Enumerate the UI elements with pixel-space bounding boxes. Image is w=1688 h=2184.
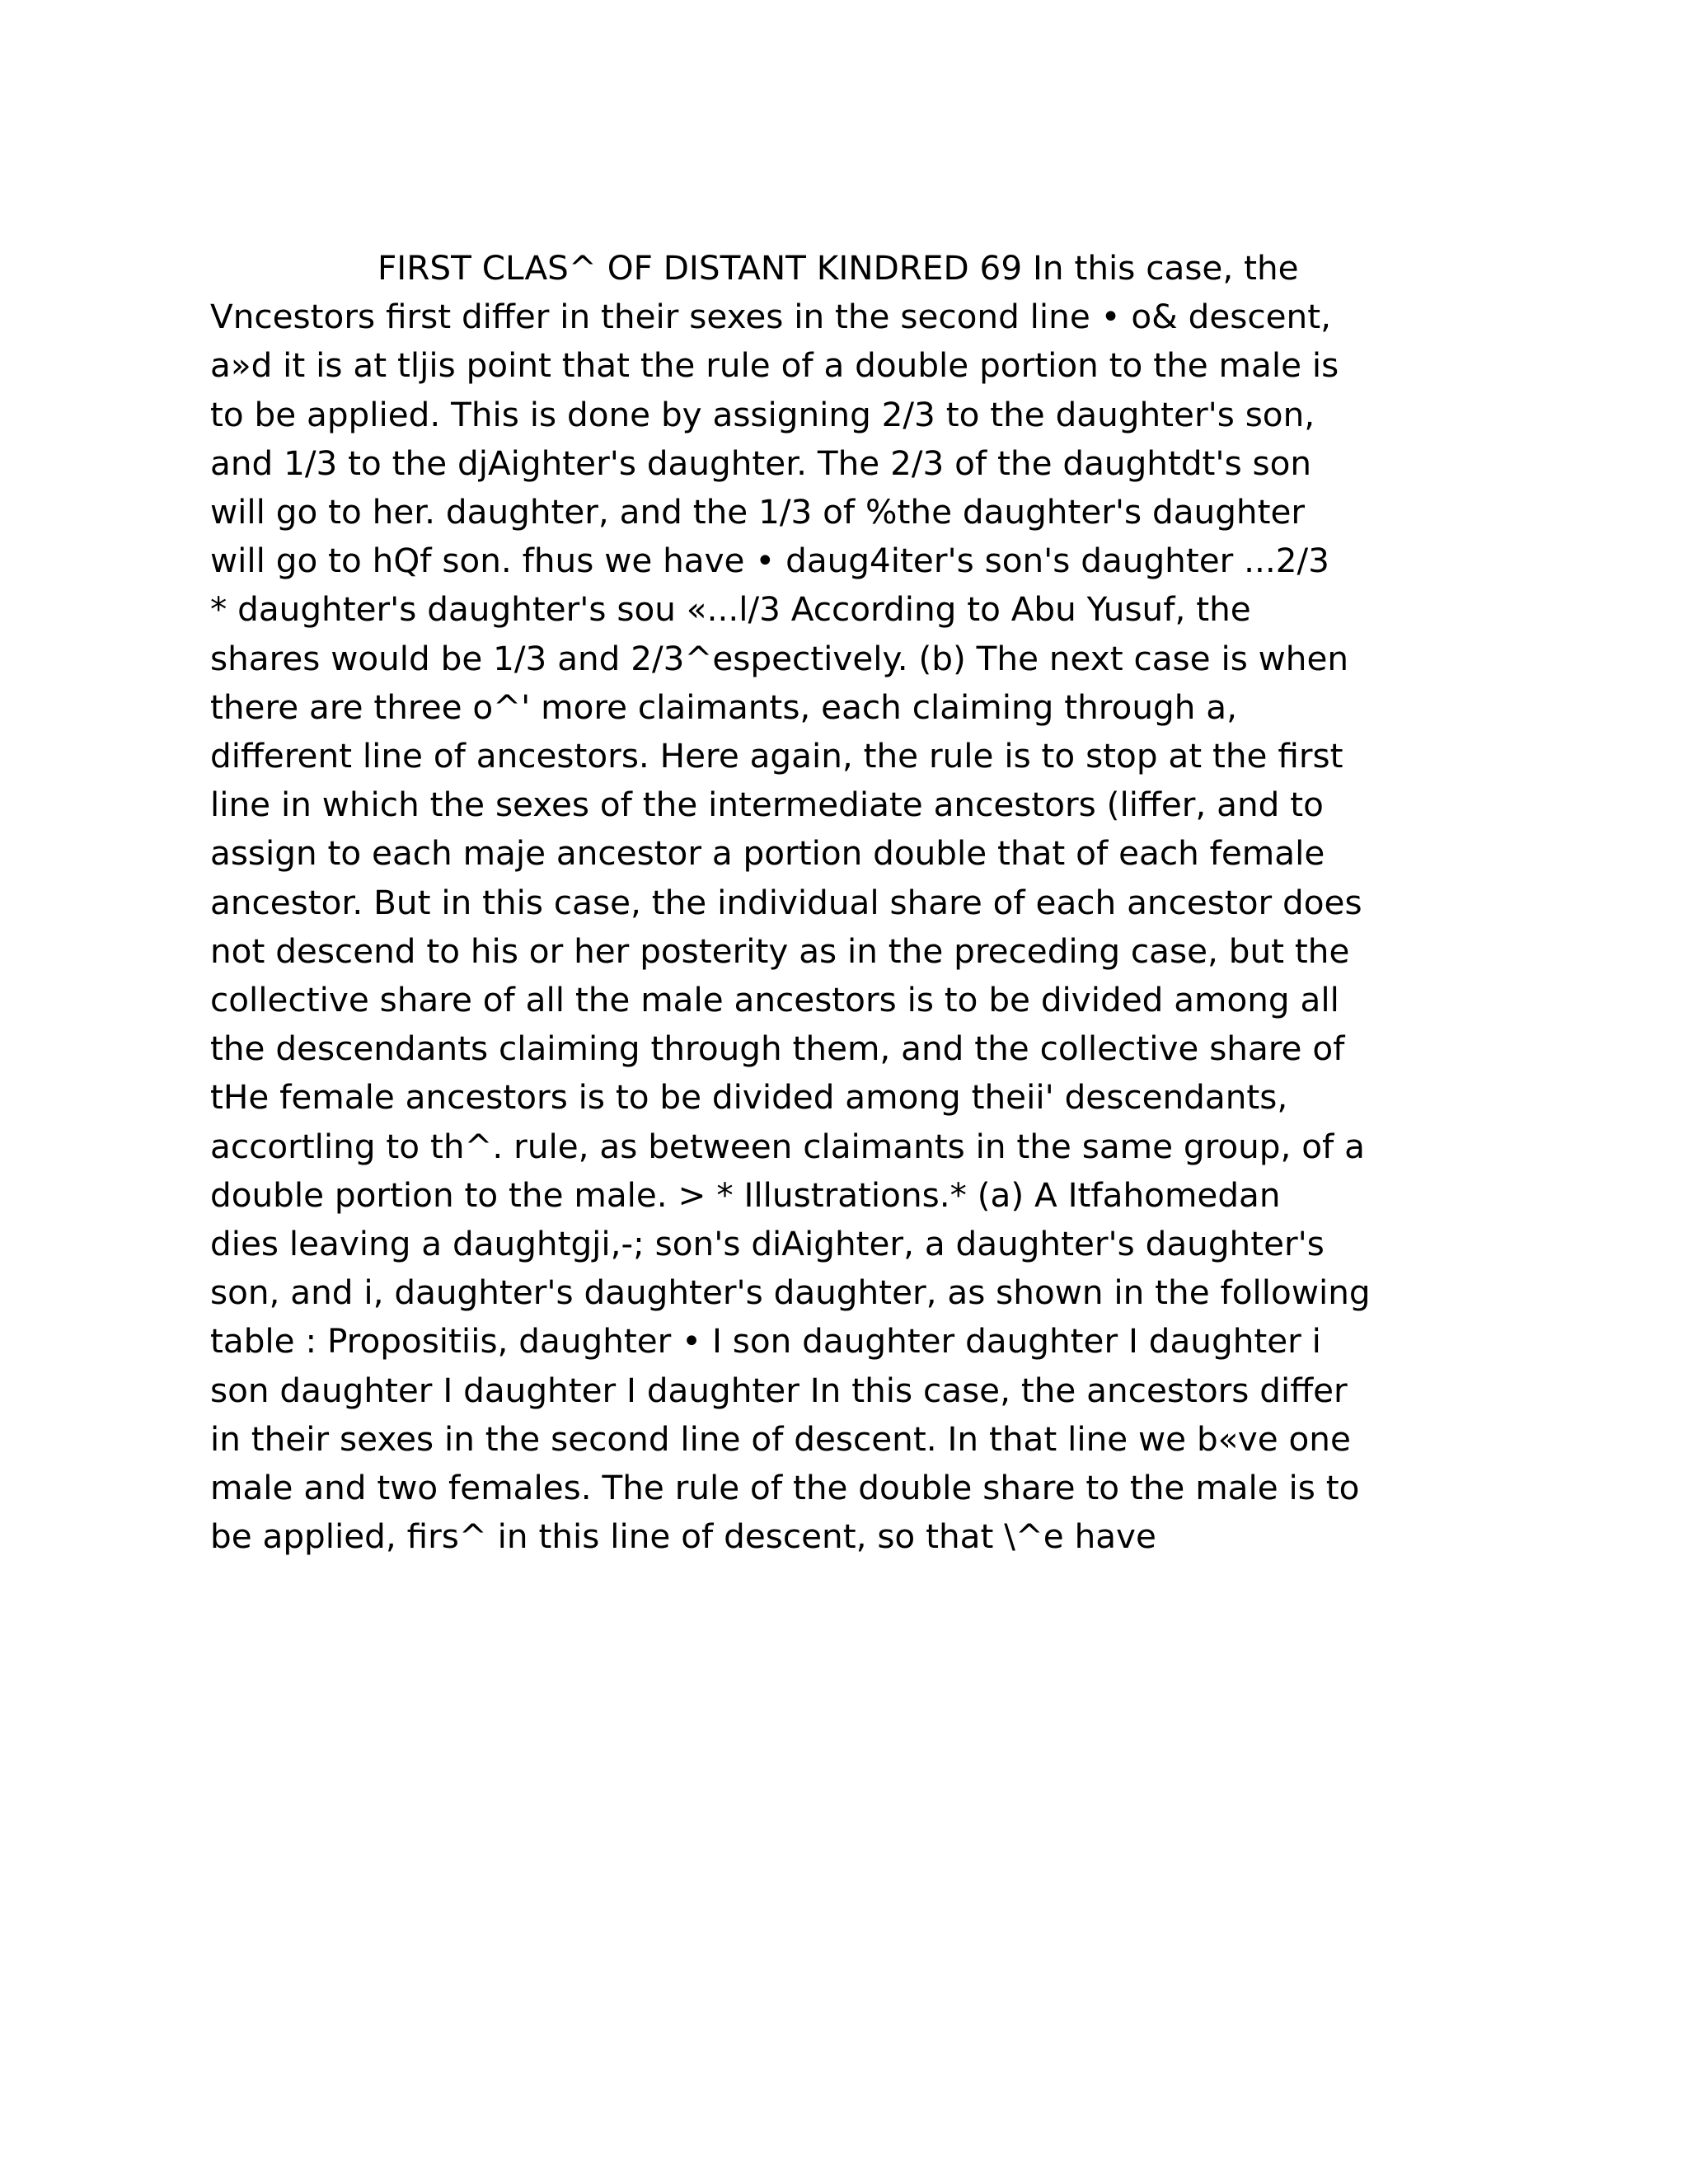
text-line: will go to her. daughter, and the 1/3 of %the daughter's daughter xyxy=(210,492,1306,532)
text-line: shares would be 1/3 and 2/3^espectively. (b) The next case is when xyxy=(210,638,1349,678)
text-line: assign to each maje ancestor a portion double that of each female xyxy=(210,833,1325,874)
text-line: different line of ancestors. Here again, the rule is to stop at the first xyxy=(210,736,1343,776)
page-body-text xyxy=(210,244,1496,1561)
text-line: son, and i, daughter's daughter's daughter, as shown in the following xyxy=(210,1272,1371,1313)
text-line: line in which the sexes of the intermediate ancestors (liffer, and to xyxy=(210,785,1324,825)
text-line: to be applied. This is done by assigning 2/3 to the daughter's son, xyxy=(210,394,1315,434)
text-line: be applied, firs^ in this line of descent, so that \^e have xyxy=(210,1516,1156,1557)
text-line: there are three o^' more claimants, each claiming through a, xyxy=(210,687,1237,727)
text-line: Vncestors first differ in their sexes in the second line • o& descent, xyxy=(210,297,1331,337)
text-line: son daughter I daughter I daughter In this case, the ancestors differ xyxy=(210,1370,1348,1410)
text-line: * daughter's daughter's sou «...l/3 According to Abu Yusuf, the xyxy=(210,589,1251,630)
text-line: a»d it is at tljis point that the rule of a double portion to the male is xyxy=(210,345,1339,386)
text-line: not descend to his or her posterity as in the preceding case, but the xyxy=(210,930,1350,971)
text-line: table : Propositiis, daughter • I son daughter daughter I daughter i xyxy=(210,1321,1321,1361)
text-line: and 1/3 to the djAighter's daughter. The 2/3 of the daughtdt's son xyxy=(210,443,1312,483)
text-line: ancestor. But in this case, the individual share of each ancestor does xyxy=(210,882,1362,922)
text-line: in their sexes in the second line of descent. In that line we b«ve one xyxy=(210,1418,1351,1459)
text-line: male and two females. The rule of the double share to the male is to xyxy=(210,1468,1360,1508)
text-line: will go to hQf son. fhus we have • daug4iter's son's daughter ...2/3 xyxy=(210,541,1329,581)
running-header-line: FIRST CLAS^ OF DISTANT KINDRED 69 In this case, the xyxy=(377,248,1299,288)
text-line: tHe female ancestors is to be divided among theii' descendants, xyxy=(210,1077,1288,1118)
text-line: collective share of all the male ancestors is to be divided among all xyxy=(210,980,1339,1020)
text-line: double portion to the male. > * Illustrations.* (a) A Itfahomedan xyxy=(210,1174,1281,1215)
text-line: accortling to th^. rule, as between claimants in the same group, of a xyxy=(210,1126,1365,1166)
text-line: the descendants claiming through them, and the collective share of xyxy=(210,1029,1345,1069)
text-line: dies leaving a daughtgji,-; son's diAighter, a daughter's daughter's xyxy=(210,1224,1325,1264)
